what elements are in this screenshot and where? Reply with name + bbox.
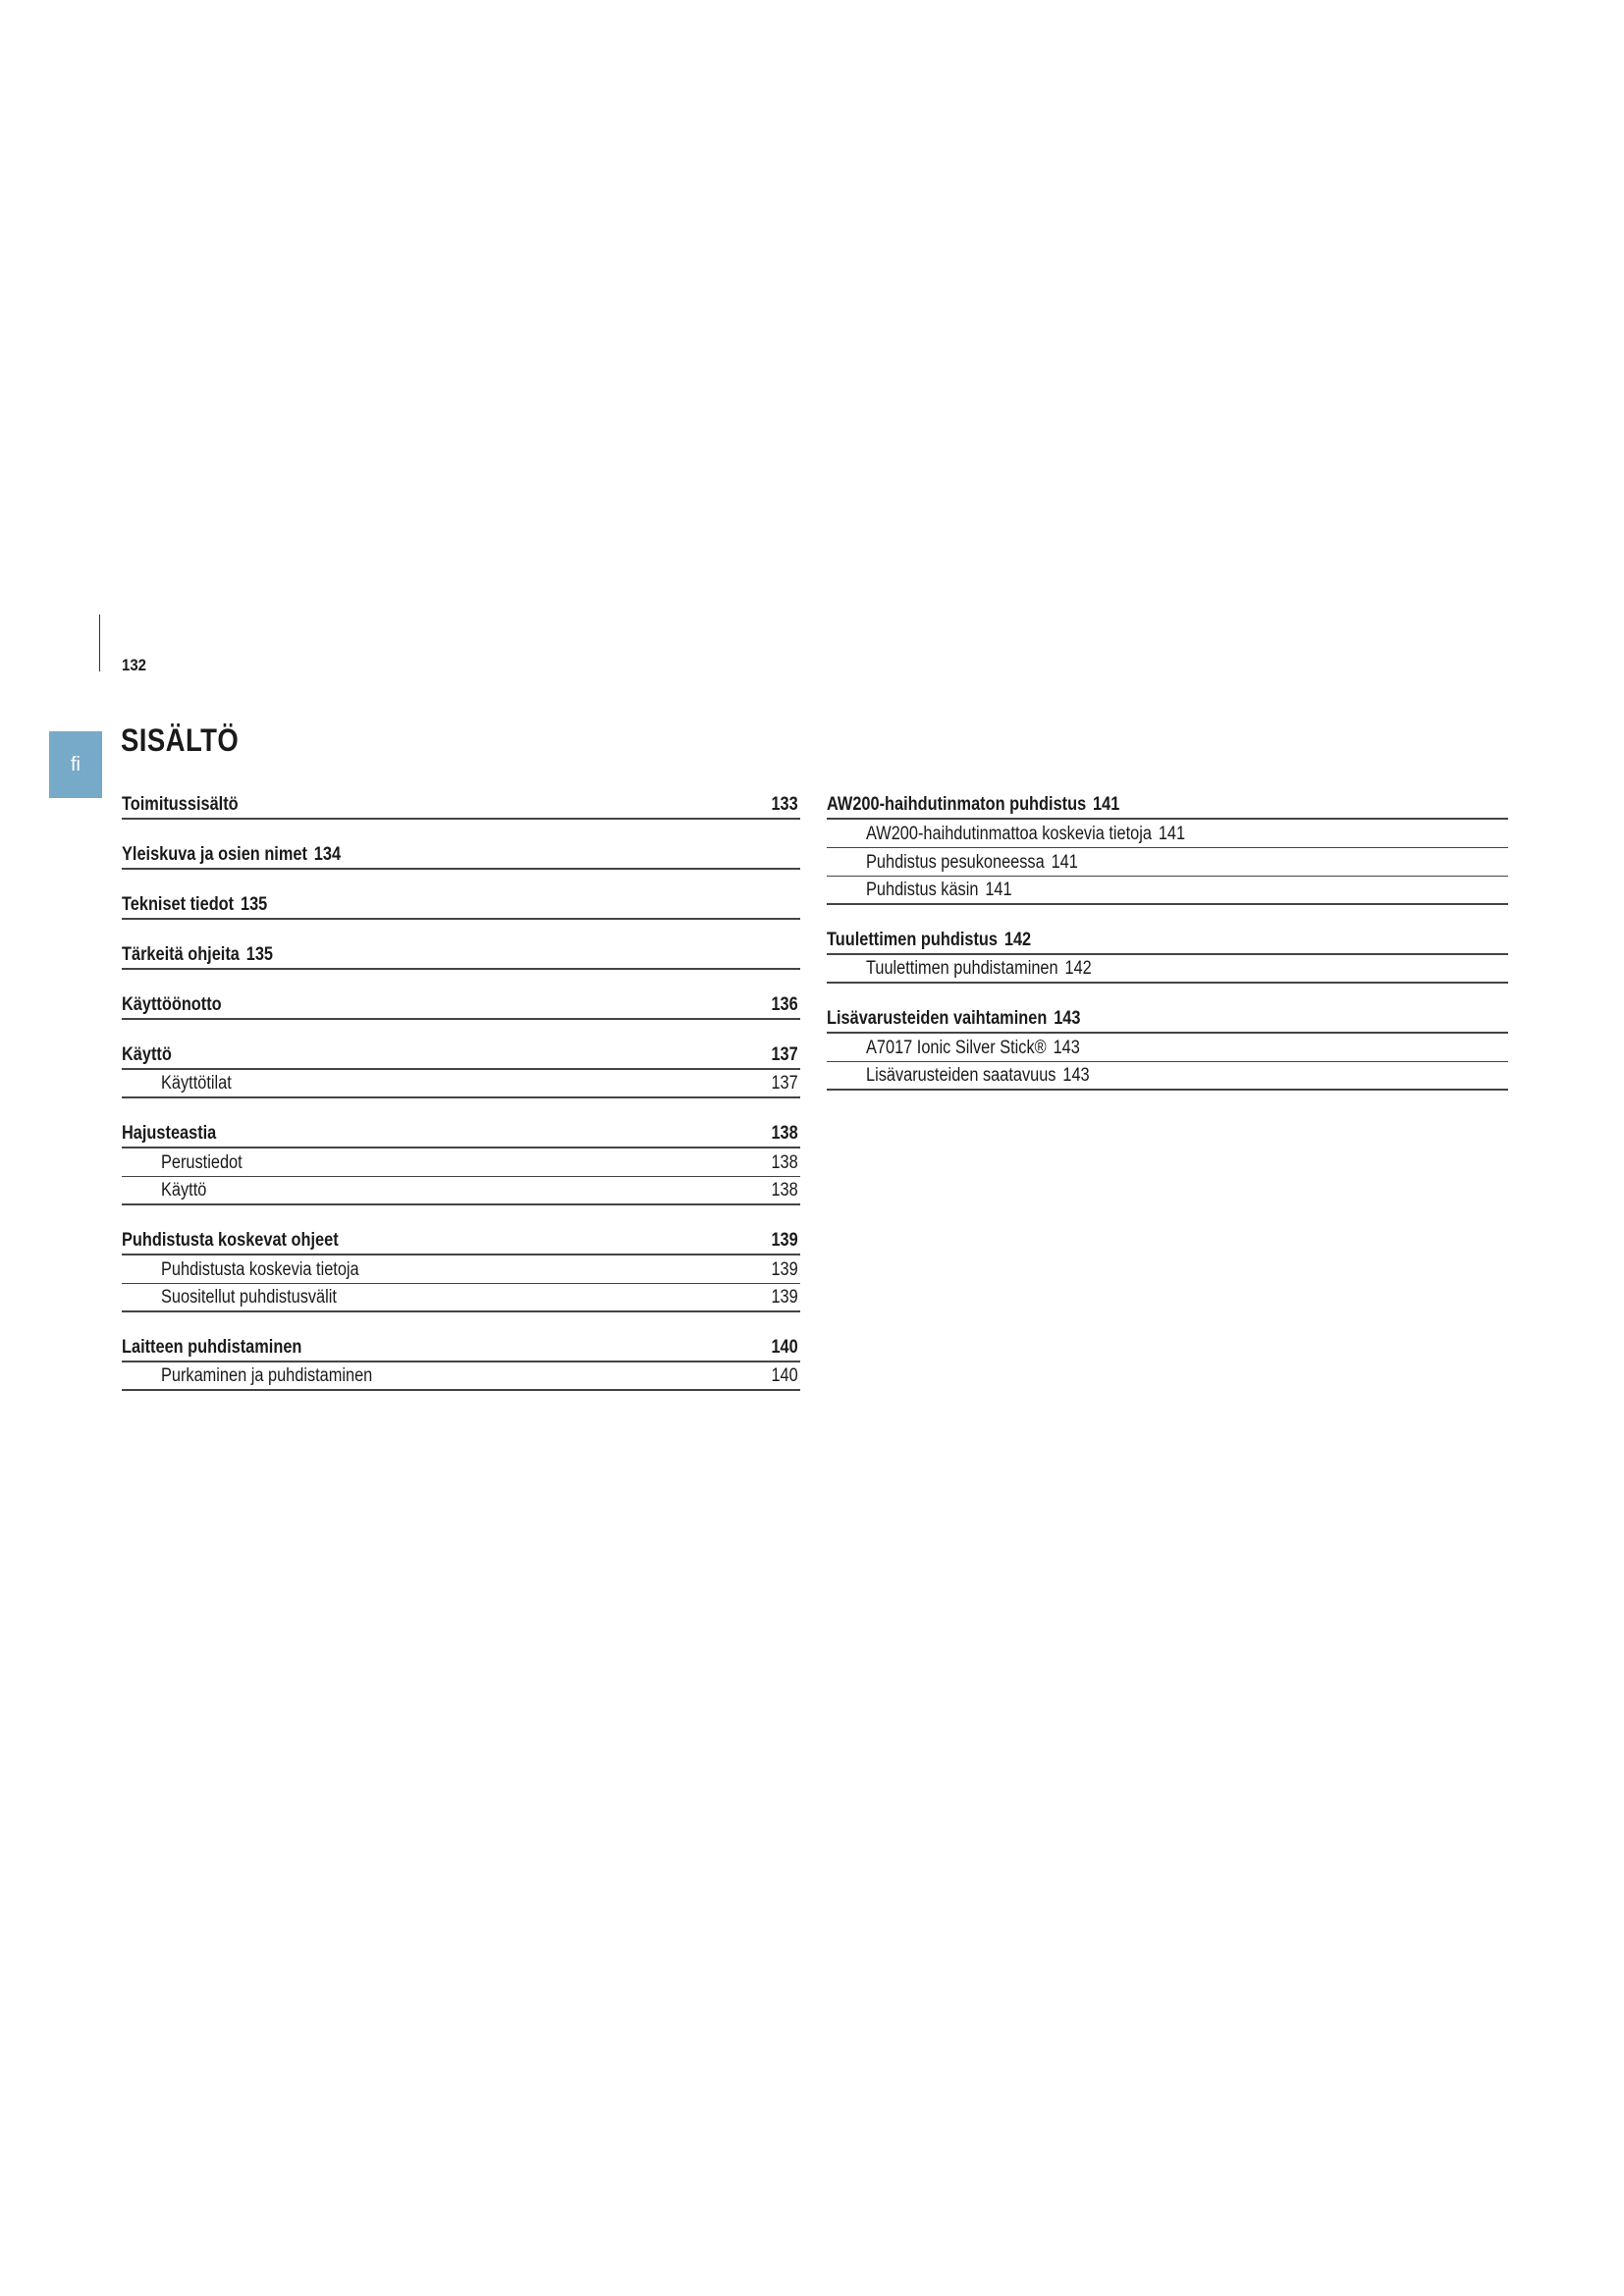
toc-subentry[interactable]	[827, 1062, 1508, 1091]
toc-subentry-title: Purkaminen ja puhdistaminen	[161, 1365, 373, 1386]
toc-subentry-title: Puhdistus käsin 141	[866, 880, 1012, 900]
toc-subentry[interactable]	[122, 1070, 800, 1098]
toc-entry[interactable]	[122, 991, 800, 1020]
toc-section	[122, 891, 800, 920]
toc-entry-title: Lisävarusteiden vaihtaminen 143	[827, 1008, 1081, 1029]
toc-section	[122, 1334, 800, 1391]
toc-entry-title: Tärkeitä ohjeita 135	[122, 944, 274, 965]
toc-entry-title: Laitteen puhdistaminen	[122, 1337, 302, 1358]
toc-entry-title: Puhdistusta koskevat ohjeet	[122, 1230, 339, 1251]
toc-section	[827, 927, 1508, 984]
page-title: SISÄLTÖ	[121, 722, 240, 758]
toc-section	[827, 791, 1508, 905]
toc-section	[122, 1227, 800, 1312]
toc-entry[interactable]	[122, 1120, 800, 1148]
toc-subentry-page: 139	[771, 1259, 798, 1280]
toc-entry-page: 140	[771, 1337, 798, 1358]
toc-entry-title: Käyttöönotto	[122, 994, 222, 1015]
toc-subentry[interactable]	[122, 1362, 800, 1391]
toc-entry-page: 139	[771, 1230, 798, 1251]
toc-subentry-page: 138	[771, 1180, 798, 1201]
toc-entry[interactable]	[827, 1005, 1508, 1034]
language-tab: fi	[49, 731, 102, 798]
page-number: 132	[122, 656, 146, 674]
toc-subentry-title: Tuulettimen puhdistaminen 142	[866, 958, 1092, 979]
toc-subentry[interactable]	[827, 820, 1508, 848]
toc-subentry-page: 140	[771, 1365, 798, 1386]
toc-subentry[interactable]	[827, 955, 1508, 984]
toc-entry[interactable]	[122, 941, 800, 970]
toc-entry[interactable]	[122, 1334, 800, 1362]
toc-entry[interactable]	[122, 891, 800, 920]
toc-section	[122, 841, 800, 870]
toc-subentry-title: Suositellut puhdistusvälit	[161, 1287, 337, 1308]
toc-entry-page: 137	[771, 1044, 798, 1065]
toc-subentry-title: Käyttö	[161, 1180, 207, 1201]
toc-subentry-title: Puhdistus pesukoneessa 141	[866, 852, 1078, 873]
toc-subentry-title: A7017 Ionic Silver Stick® 143	[866, 1038, 1080, 1058]
toc-section	[122, 791, 800, 820]
toc-entry[interactable]	[122, 841, 800, 870]
toc-section	[122, 1120, 800, 1205]
toc-subentry[interactable]	[122, 1177, 800, 1205]
toc-subentry-title: AW200-haihdutinmattoa koskevia tietoja 141	[866, 824, 1186, 844]
toc-section	[122, 941, 800, 970]
toc-subentry-title: Puhdistusta koskevia tietoja	[161, 1259, 359, 1280]
toc-entry-title: Tekniset tiedot 135	[122, 894, 268, 915]
toc-section	[122, 991, 800, 1020]
toc-left-column	[122, 791, 800, 1391]
toc-subentry[interactable]	[122, 1284, 800, 1312]
page-margin-rule	[99, 614, 100, 671]
toc-subentry-title: Käyttötilat	[161, 1073, 232, 1094]
toc-entry[interactable]	[122, 791, 800, 820]
toc-right-column	[827, 791, 1508, 1091]
toc-subentry-page: 139	[771, 1287, 798, 1308]
toc-entry-title: Hajusteastia	[122, 1123, 217, 1144]
toc-entry[interactable]	[122, 1227, 800, 1255]
toc-entry-title: Käyttö	[122, 1044, 172, 1065]
toc-subentry-title: Lisävarusteiden saatavuus 143	[866, 1065, 1090, 1086]
toc-subentry-title: Perustiedot	[161, 1152, 243, 1173]
toc-section	[827, 1005, 1508, 1091]
toc-subentry[interactable]	[827, 848, 1508, 877]
toc-entry[interactable]	[122, 1041, 800, 1070]
toc-entry-title: Tuulettimen puhdistus 142	[827, 930, 1032, 950]
toc-entry-page: 138	[771, 1123, 798, 1144]
toc-subentry[interactable]	[122, 1148, 800, 1177]
toc-entry-page: 133	[771, 794, 798, 815]
toc-entry[interactable]	[827, 927, 1508, 955]
toc-subentry[interactable]	[122, 1255, 800, 1284]
toc-entry-title: AW200-haihdutinmaton puhdistus 141	[827, 794, 1120, 815]
toc-entry-page: 136	[771, 994, 798, 1015]
toc-section	[122, 1041, 800, 1098]
toc-subentry-page: 138	[771, 1152, 798, 1173]
toc-subentry[interactable]	[827, 877, 1508, 905]
toc-subentry-page: 137	[771, 1073, 798, 1094]
toc-entry-title: Toimitussisältö	[122, 794, 239, 815]
toc-entry[interactable]	[827, 791, 1508, 820]
toc-entry-title: Yleiskuva ja osien nimet 134	[122, 844, 342, 865]
toc-subentry[interactable]	[827, 1034, 1508, 1062]
